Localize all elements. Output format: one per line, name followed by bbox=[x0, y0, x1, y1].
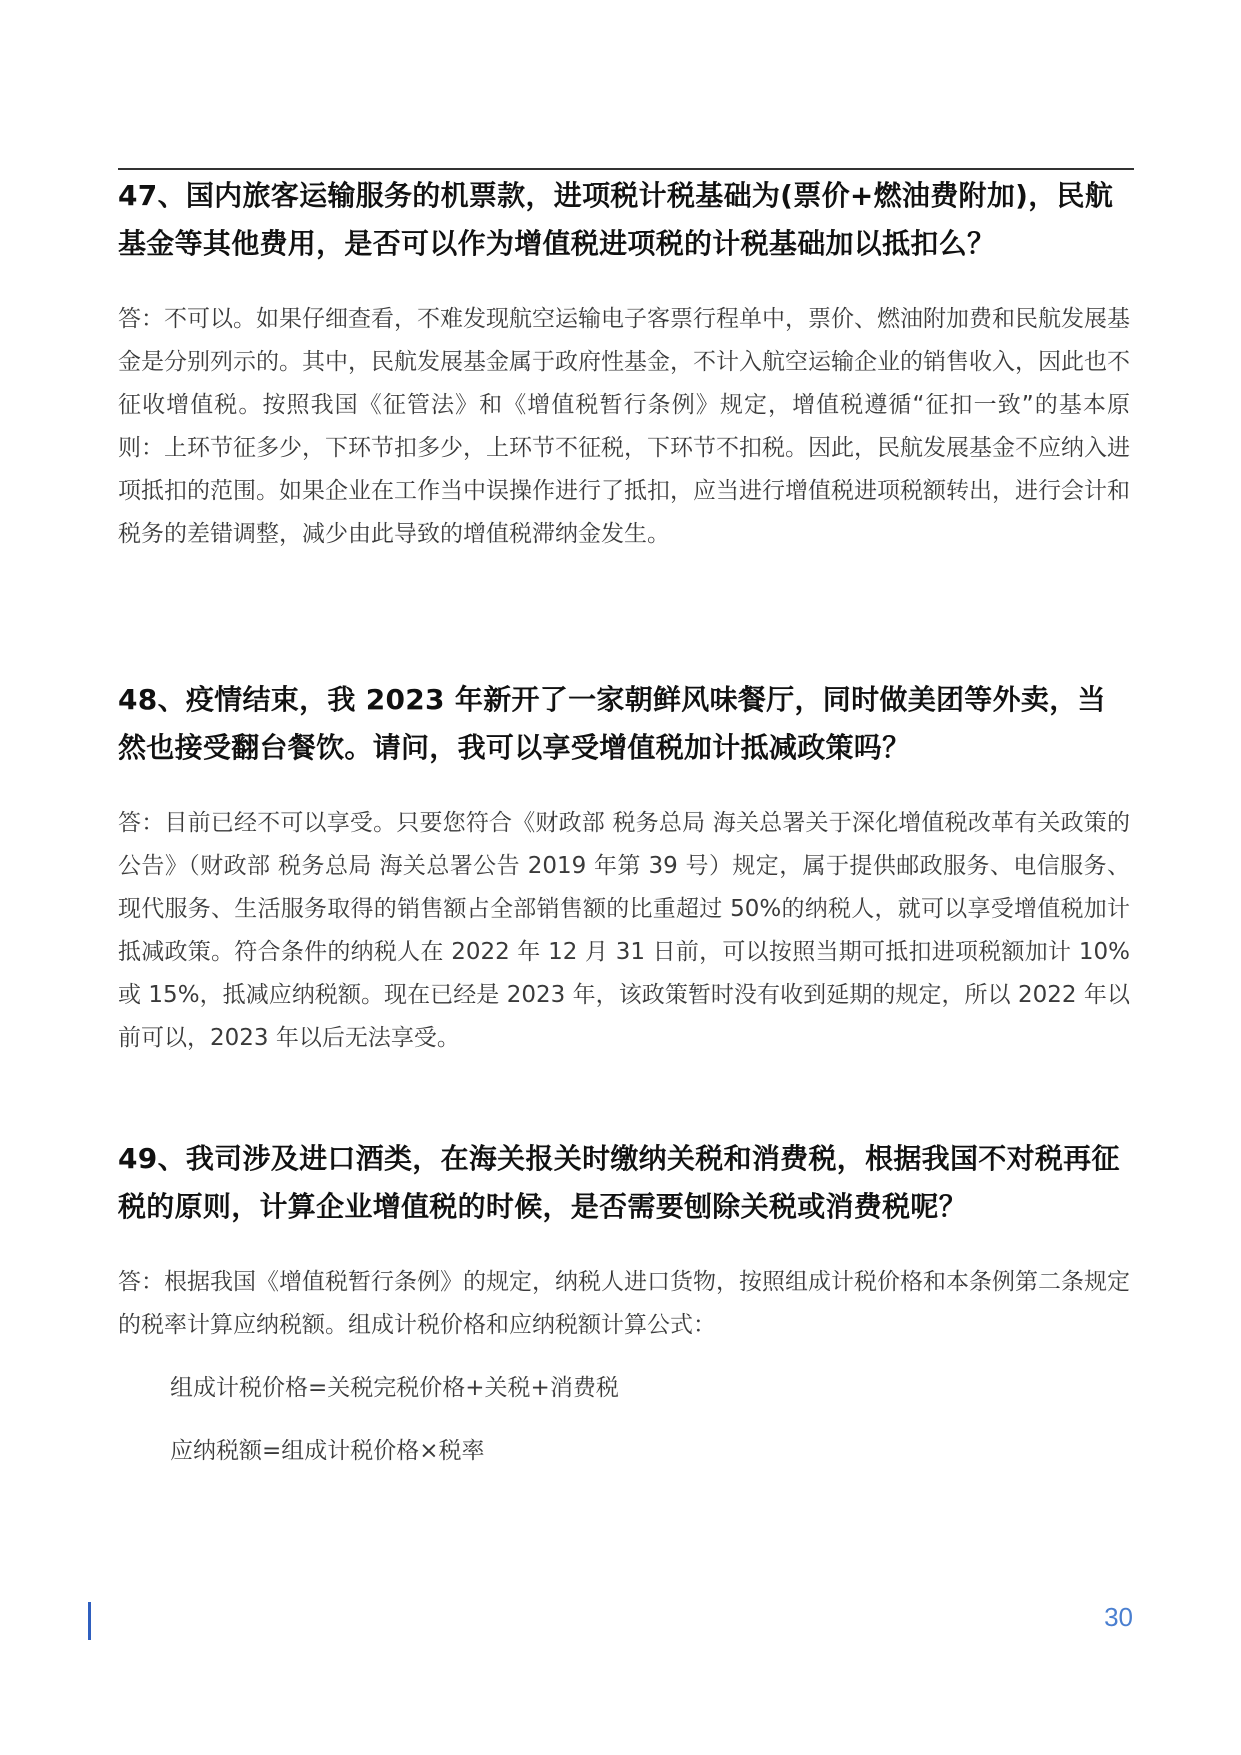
question-49 bbox=[118, 1135, 1130, 1473]
question-48 bbox=[118, 676, 1130, 1060]
top-divider bbox=[118, 168, 1134, 170]
question-47-answer: 答：不可以。如果仔细查看，不难发现航空运输电子客票行程单中，票价、燃油附加费和民航发展基金是分别列示的。其中，民航发展基金属于政府性基金，不计入航空运输企业的销售收入，因此也不征收增值税。按照我国《征管法》和《增值税暂行条例》规定，增值税遵循“征扣一致”的基本原则：上环节征多少，下环节扣多少，上环节不征税，下环节不扣税。因此，民航发展基金不应纳入进项抵扣的范围。如果企业在工作当中误操作进行了抵扣，应当进行增值税进项税额转出，进行会计和税务的差错调整，减少由此导致的增值税滞纳金发生。 bbox=[118, 306, 1130, 547]
formula-composite-price: 组成计税价格=关税完税价格+关税+消费税 bbox=[170, 1375, 619, 1401]
page-number: 30 bbox=[1104, 1602, 1133, 1632]
question-47 bbox=[118, 172, 1130, 556]
question-49-title: 49、我司涉及进口酒类，在海关报关时缴纳关税和消费税，根据我国不对税再征税的原则，计算企业增值税的时候，是否需要刨除关税或消费税呢？ bbox=[118, 1142, 1120, 1223]
formula-tax-payable: 应纳税额=组成计税价格×税率 bbox=[170, 1438, 485, 1464]
question-48-title: 48、疫情结束，我 2023 年新开了一家朝鲜风味餐厅，同时做美团等外卖，当然也接受翻台餐饮。请问，我可以享受增值税加计抵减政策吗？ bbox=[118, 683, 1106, 764]
question-47-title: 47、国内旅客运输服务的机票款，进项税计税基础为(票价+燃油费附加)，民航基金等其他费用，是否可以作为增值税进项税的计税基础加以抵扣么？ bbox=[118, 179, 1114, 260]
page-accent-bar bbox=[88, 1602, 91, 1640]
question-48-answer: 答：目前已经不可以享受。只要您符合《财政部 税务总局 海关总署关于深化增值税改革有关政策的公告》（财政部 税务总局 海关总署公告 2019 年第 39 号）规定，属于提供邮政服务、电信服务、现代服务、生活服务取得的销售额占全部销售额的比重超过 50%的纳税人，就可以享受增值税加计抵减政策。符合条件的纳税人在 2022 年 12 月 31 日前，可以按照当期可抵扣进项税额加计 10%或 15%，抵减应纳税额。现在已经是 2023 年，该政策暂时没有收到延期的规定，所以 2022 年以前可以，2023 年以后无法享受。 bbox=[118, 810, 1130, 1051]
question-49-answer: 答：根据我国《增值税暂行条例》的规定，纳税人进口货物，按照组成计税价格和本条例第二条规定的税率计算应纳税额。组成计税价格和应纳税额计算公式： bbox=[118, 1269, 1130, 1338]
